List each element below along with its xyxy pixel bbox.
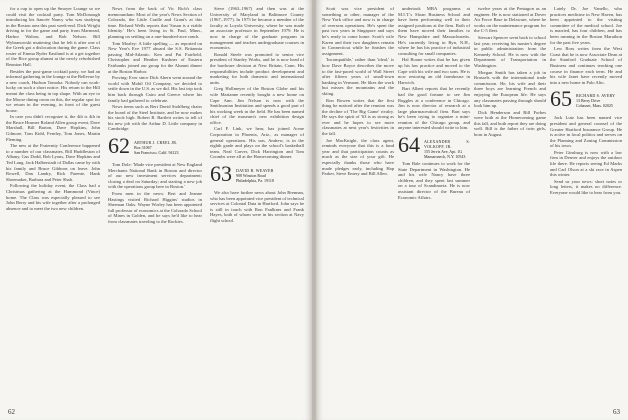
paragraph: Morgan Smith has taken a job in Brussels with the international trade commission. He, his wife and their three boys are learning French and enjoying the European life. He says any classmates passing through should look him up. [474, 69, 546, 109]
paragraph: Hal Boone writes that he has given up his law practice and moved to the Cape with his wife and two sons. He is now restoring an old farmhouse in Harwich. [398, 57, 470, 85]
text-column-r3 [474, 6, 546, 139]
paragraph: undertook MBA programs at M.I.T.'s Sloan Business School and have been performing well in their assigned positions at the firm. Both of them have moved their families to New Hampshire and Massachusetts. He's currently living in Ryn, N.H., where he has his practice of industrial consulting for small companies. [398, 6, 470, 56]
paragraph: Lew Ross writes from the West Coast that he is now Associate Dean at the Stanford Graduate School of Business and continues teaching one course in finance each term. He and his wife Janet have recently moved into a new home in Palo Alto. [550, 46, 622, 85]
paragraph: Joe MacKnight, the class agent, reminds everyone that this is a fund year and that participation counts as much as the size of your gift. He especially thanks those who have made pledges early, including Hap Parker, Steve Emery and Bill Allen. [322, 137, 394, 177]
class-year-number: 62 [108, 133, 130, 159]
secretary-street: 155 Jervis Ave, Apt. 1G [424, 149, 463, 155]
class-heading-64 [398, 132, 470, 160]
secretary-street: 908 Winston Road [236, 173, 266, 179]
paragraph: Lately Dr. Joe Vanello, who practices medicine in New Haven, has been appointed to the visiting committee of the medical school. Joe is married, has four children, and has been running in the Boston Marathon for the past five years. [550, 6, 622, 45]
text-column-l2 [108, 6, 202, 226]
paragraph: Steve (1963–1967) and then was at the University of Maryland in Baltimore County (1967–1977). In 1975 he became a member of the faculty at Loyola University, where he was made an associate professor in September 1979. He is now in charge of the graduate program in management and teaches undergraduate courses in economics. [210, 6, 304, 51]
paragraph: Scott was vice president of something or other, manager of the New York office and now is in charge of overseas operations. He's spent the past two years in Singapore and says he's ready to come home. Scott's wife Karen and their two daughters remain in Connecticut while he finishes the assignment. [322, 6, 394, 56]
class-secretary-address [236, 168, 274, 183]
paragraph: Greg Hollmeyer of the Boston Globe and his wife Marianne recently bought a new home on Cape Ann. Jim Nelson is now with the Smithsonian Institution and spends a good part of his working week in the field. He has been named chief of the museum's new exhibition design office. [210, 86, 304, 125]
page-number-left: 62 [8, 408, 15, 416]
paragraph: Jack Lutz has been named vice president and general counsel of the Greater Hartford Insurance Group. He is active in local politics and serves on the Planning and Zoning Commission of his town. [550, 115, 622, 149]
paragraph: Ron Bowen writes that the first thing he noticed after the reunion was the decline of 'The Big Game' rivalry. He says the spirit of '63 is as strong as ever and he hopes to see more classmates at next year's festivities in the fall. [322, 97, 394, 137]
paragraph: Following the holiday event, the Class had a Christmas gathering at the Hammond (Vince) home. The Class was especially pleased to see John Berry and his wife together after a prolonged absence and to meet the two new children. [6, 183, 100, 211]
class-year-number: 63 [210, 161, 232, 187]
paragraph: for a cup to open up the Smoyer Lounge so we could visit the cocktail party. Tom McDonough introducing his fiancée Nancy who was studying in the Boston area this past week-end. Dick Wright driving in for the game and party from Marmead, Harbor Walton, and Bob Nelson. Bill Wybranowski muttering that he felt it after one of the Greek got a dislocation during the game. Class roster of Emma Ryder Eastlund is at a get together of the Rice group alumni at the newly refurbished Reunion Hall. [6, 6, 100, 67]
paragraph: Stewart Spencer went back to school last year, receiving his master's degree in public administration from the Kennedy School. He is now with the Department of Transportation in Washington. [474, 34, 546, 68]
secretary-street: Box 31067 [134, 145, 152, 151]
class-heading-63 [210, 161, 304, 187]
paragraph: Send us your news: short notes or long letters, it makes no difference. Everyone would like to hear from you. [550, 178, 622, 196]
class-heading-62 [108, 133, 202, 159]
class-year-number: 65 [550, 86, 572, 112]
paragraph: In case you didn't recognize it, the 4th is 4th in the Bruce Hosmer Roland Allen group event, Dave Marshall, Bill Barton, Dave Hopkins, John Gilmore, Tom Kidd, Fernley, Tom Jones, Martin Fleming. [6, 114, 100, 142]
text-column-r4 [550, 6, 622, 197]
paragraph: News from the back of Vic Rich's class memorandum: Most of the year's News Section of Colorado, the Little Cradle and Grant's at this time. Richard Wells reports that 'Susan is a viable Identity.' He's been living in St. Paul, Minn., planning on settling on a one-hundred-acre ranch. [108, 6, 202, 39]
paragraph: Proving: Ever since Dick Ahern went around the world with Mobil Oil Company, we decided to settle down in the U.S. as we did. His last trip took him back through Cairo and Greece where his family had gathered to celebrate. [108, 75, 202, 103]
secretary-street: 13 Berry Drive [576, 98, 601, 104]
paragraph: The new at the Fraternity Conference happened to a number of our classmates, Bill Huddleston of Albany, Gus Dodd, Bob Lyons, Dave Hopkins and Ted Lang. Jack Halberstadt of Dallas came by with his family and Bruce Gibbons on leave. John Rowell, Dan Landry, Rick Parente, Hank Shoemaker, Barbara and Peter Shah. [6, 143, 100, 182]
paragraph: Besides the post-game cocktail party, we had an informal gathering in the lounge at the Bellevue by a new coach, Hudson Tomoka. Nobody can work-lucky on such a short notice. His return to the Hill meant the class being in top shape. With an eye to the Moose dining room on this, the regular spot for we return in the evening, in front of the guest house. [6, 68, 100, 113]
text-column-l1 [6, 6, 100, 212]
secretary-city: Mamaroneck, N.Y. 10543 [424, 154, 466, 160]
paragraph: Peter Ginsburg is now with a law firm in Denver and enjoys the outdoor life there. He reports seeing Ed Marks and Carl Olson at a ski race in Aspen this winter. [550, 149, 622, 178]
paragraph: Tom Dole: 'Made vice president at New England Merchants National Bank in Boston and director of our new investment services department; closing a deal on Saturday; and starting a new job with the operations group here in Boston.' [108, 162, 202, 190]
paragraph: From men in the news: Bert and Jeanne Hastings visited Richard Higgins' studios in Sherman Oaks. Wayne Worley has been appointed full professor of economics at the Colorado School of Mines in Golden, and he says he'd like to hear from classmates traveling to the Rockies. [108, 191, 202, 224]
secretary-name: RICHARD S. AVERY [576, 93, 616, 99]
paragraph: Tom Moaley: A little spelling — as reported on New Year's Eve 1977 aboard the S.S. Britannia passing Mid-Atlantic. Ken and Pat Fairfield, Christopher and Heather Kushner of Eastern Fairbanks joined our group for the Alumni dinner at the Boston Harbor. [108, 40, 202, 74]
paragraph: Bart Albert reports that he recently had the good fortune to see Jim Ruggles at a conference in Chicago. Jim is now director of research at a large pharmaceutical firm. Bart says he's been trying to organize a mini-reunion of the Chicago group, and anyone interested should write to him. [398, 86, 470, 131]
secretary-city: San Francisco, Calif. 94123 [134, 150, 179, 156]
paragraph: We also have further news about John Brennan, who has been appointed vice president of technical services at Colonial Data in Hartford. John says he is still in touch with Ron Faulkner and Frank Hayes, both of whom were in his section at Navy flight school. [210, 190, 304, 223]
secretary-city: Philadelphia, Pa. 19118 [236, 178, 274, 184]
class-heading-65 [550, 86, 622, 112]
class-secretary-address [424, 139, 470, 159]
text-column-l3 [210, 6, 304, 225]
left-page [0, 0, 312, 420]
class-secretary-address [134, 140, 179, 155]
right-page [316, 0, 628, 420]
secretary-name: DAVID B. WEAVER [236, 168, 274, 174]
secretary-city: Cohasset, Mass. 02025 [576, 103, 613, 109]
class-year-number: 64 [398, 132, 420, 158]
paragraph: Carl F. Link, we hear, has joined Acme Corporation in Phoenix, Ariz., as manager of general operations. His son, Andrew, is in the eighth grade and plays on the school's basketball team. Neal Carver, Dick Harrington and Tom Coombs were all at the Homecoming dinner. [210, 126, 304, 160]
secretary-name: ALEXANDER S. VOLKOFF, JR. [424, 139, 470, 150]
text-column-r2 [398, 6, 470, 201]
paragraph: twelve years at the Pentagon as an engineer. He is now stationed at Dover Air Force Base in Delaware, where he works on the maintenance program for the C-5 fleet. [474, 6, 546, 34]
class-secretary-address [576, 93, 615, 108]
paragraph: Ronald Steele was promoted to senior vice president of Stanley Works, and he is now head of the hardware division at New Britain, Conn. His responsibilities include product development and marketing for both domestic and international units. [210, 51, 304, 85]
page-number-right: 63 [613, 408, 620, 416]
secretary-name: ARTHUR J. CREEL JR. [134, 140, 178, 146]
paragraph: 'Incompatible,' rather than 'ideal,' is how Dave Boyce describes the move to the fast-paced world of Wall Street after fifteen years of small-town banking in Vermont. He likes the work but misses the mountains and the skiing. [322, 57, 394, 96]
paragraph: Tom Bale continues to work for the State Department in Washington. He and his wife Nancy have three children, and they spent last summer on a tour of Scandinavia. He is now assistant director of the Bureau of Economic Affairs. [398, 161, 470, 200]
text-column-r1 [322, 6, 394, 178]
paragraph: Dick Henderson and Bill Forbes were both at the Homecoming game this fall, and both report they are doing well. Bill is the father of twin girls, born in August. [474, 109, 546, 138]
paragraph: News items such as Bert David Stohlberg chairs the board of the Steel Institute, and he now makes his stock high. Robert R. Bartlett writes to tell of his new job with the Arthur D. Little company in Cambridge. [108, 104, 202, 132]
